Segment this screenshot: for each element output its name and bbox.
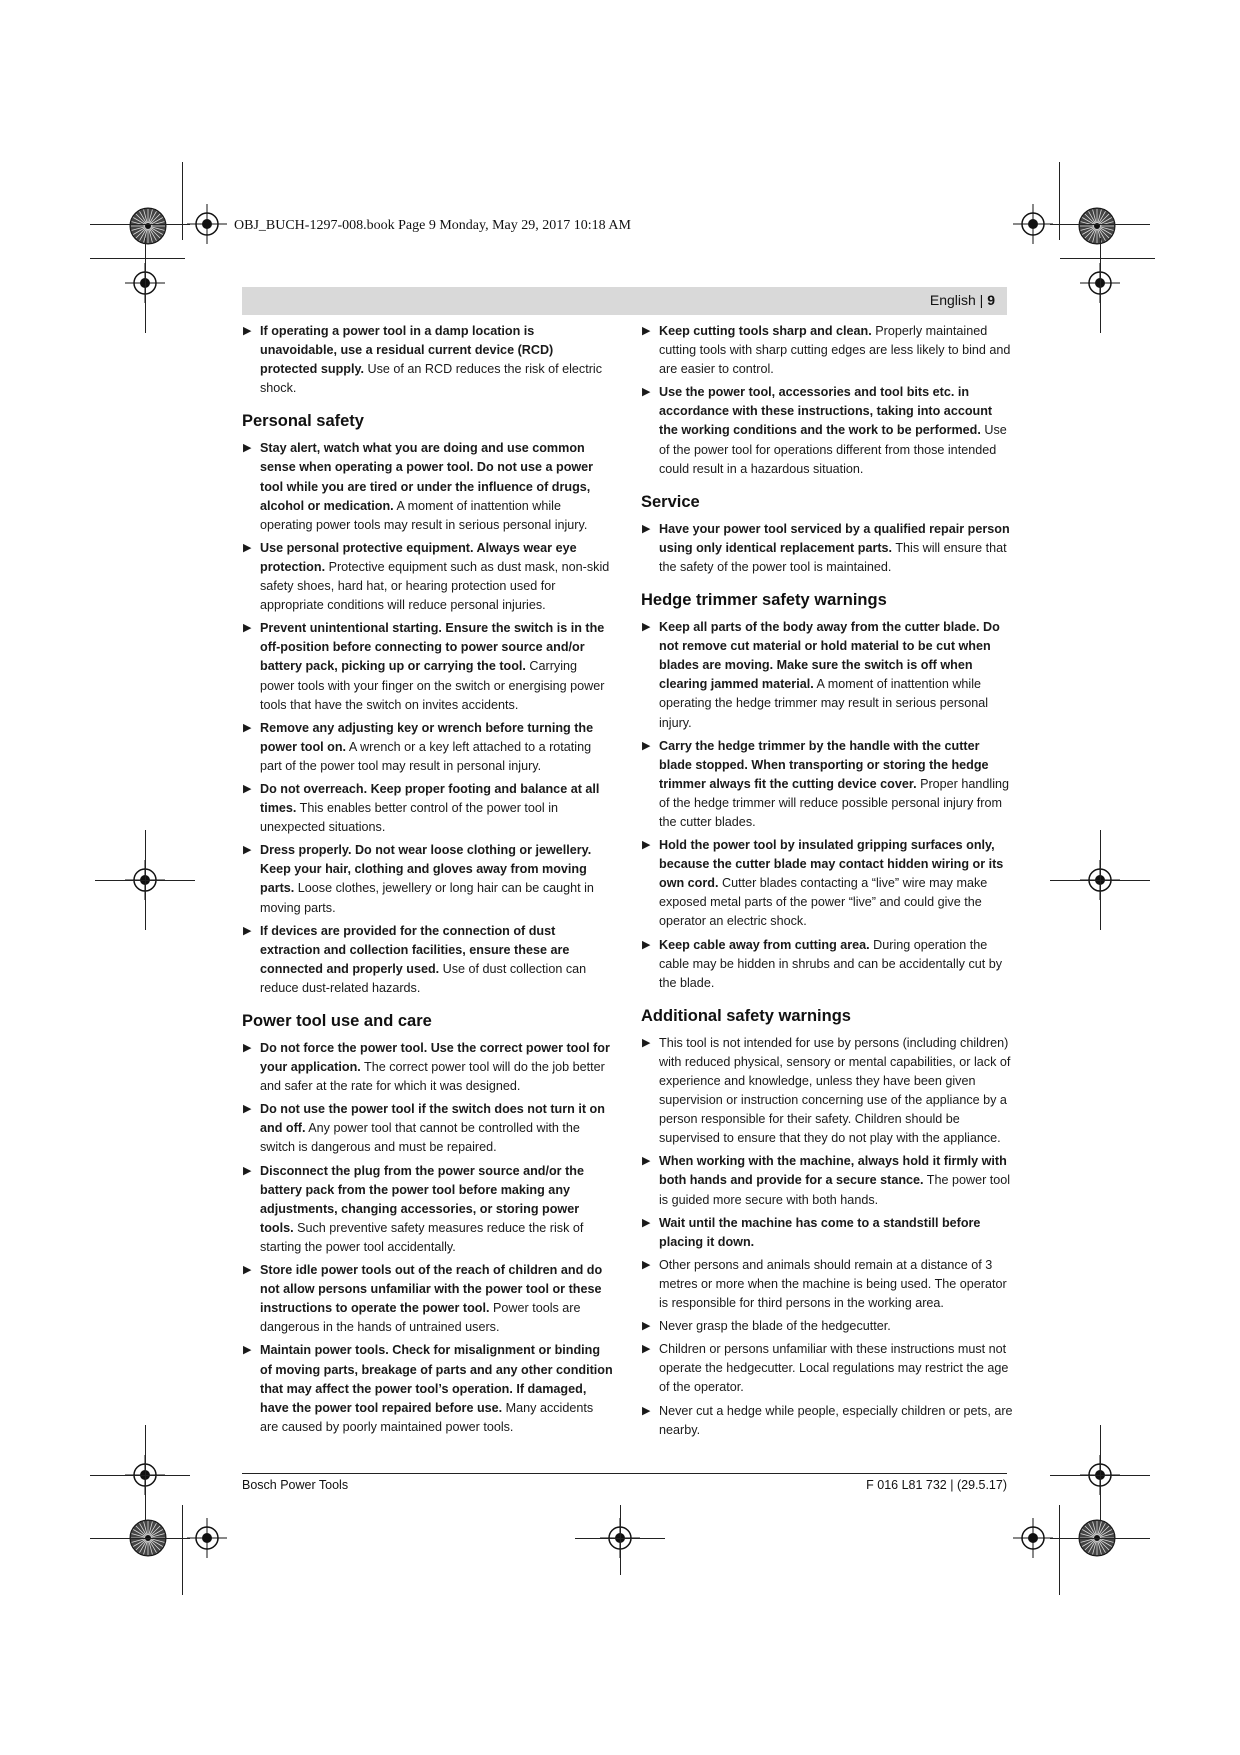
crop-line: [90, 1538, 190, 1539]
bullet-arrow-icon: ▶: [243, 1103, 252, 1116]
item-text: This tool is not intended for use by persons (including children) with reduced physical, sensory or mental capabilities, or lack of experience and knowledge, unless they have been given supervision or instruction concerning use of the appliance by a person responsible for their safety. Children should be supervised to ensure that they do not play with the appliance.: [659, 1035, 1011, 1146]
bullet-arrow-icon: ▶: [243, 721, 252, 734]
item-text: Never cut a hedge while people, especially children or pets, are nearby.: [659, 1403, 1013, 1437]
page-header-bar: [242, 287, 1007, 315]
list-item: [242, 322, 614, 398]
list-item: [242, 841, 614, 917]
footer-doc-number: F 016 L81 732 | (29.5.17): [866, 1478, 1007, 1492]
item-bold-text: If operating a power tool in a damp location is unavoidable, use a residual current device (RCD) protected supply.: [260, 324, 554, 377]
bullet-arrow-icon: ▶: [642, 1404, 651, 1417]
item-bold-text: Wait until the machine has come to a standstill before placing it down.: [659, 1215, 981, 1249]
item-bold-text: Remove any adjusting key or wrench before turning the power tool on.: [260, 720, 594, 754]
list-item: [641, 1340, 1013, 1397]
item-text: Such preventive safety measures reduce the risk of starting the power tool accidentally.: [260, 1220, 584, 1254]
item-bold-text: Prevent unintentional starting. Ensure the switch is in the off-position before connecting to power source and/or battery pack, picking up or carrying the tool.: [260, 621, 605, 674]
bullet-arrow-icon: ▶: [642, 1258, 651, 1271]
color-bar-star-icon: [129, 207, 167, 245]
bullet-arrow-icon: ▶: [243, 1042, 252, 1054]
list-item: [641, 1214, 1013, 1252]
right-column: [641, 322, 1013, 1444]
color-bar-star-icon: [1078, 207, 1116, 245]
item-bold-text: Keep all parts of the body away from the cutter blade. Do not remove cut material or hold material to be cut when blades are moving. Make sure the switch is off when clearing jammed material.: [659, 620, 1000, 692]
left-column: [242, 322, 614, 1441]
item-text: A wrench or a key left attached to a rotating part of the power tool may result in personal injury.: [260, 739, 592, 773]
list-item: [641, 936, 1013, 993]
item-bold-text: Maintain power tools. Check for misalignment or binding of moving parts, breakage of parts and any other condition that may affect the power tool’s operation. If damaged, have the power tool repaired before use.: [260, 1343, 613, 1415]
bullet-arrow-icon: ▶: [243, 622, 252, 635]
list-item: [641, 737, 1013, 832]
bullet-arrow-icon: ▶: [642, 938, 651, 951]
book-info-line: OBJ_BUCH-1297-008.book Page 9 Monday, May 29, 2017 10:18 AM: [234, 218, 631, 233]
footer-brand: Bosch Power Tools: [242, 1478, 349, 1492]
list-item: [242, 1162, 614, 1257]
crop-line: [1100, 238, 1101, 333]
bullet-arrow-icon: ▶: [642, 325, 651, 337]
crop-line: [620, 1505, 621, 1575]
list-item: [641, 383, 1013, 478]
registration-target-icon: [1013, 1518, 1053, 1558]
item-text: Use of the power tool for operations different from those intended could result in a hazardous situation.: [659, 423, 1007, 476]
list-item: [641, 1256, 1013, 1313]
registration-target-icon: [187, 204, 227, 244]
section-heading: Power tool use and care: [242, 1012, 432, 1030]
registration-target-icon: [187, 1518, 227, 1558]
list-item: [242, 780, 614, 837]
bullet-arrow-icon: ▶: [642, 1036, 651, 1049]
item-bold-text: Store idle power tools out of the reach of children and do not allow persons unfamiliar with the power tool or these instructions to operate the power tool.: [260, 1263, 603, 1316]
list-item: [242, 1100, 614, 1157]
item-text: The correct power tool will do the job better and safer at the rate for which it was designed.: [260, 1060, 605, 1094]
header-language: [930, 292, 995, 308]
bullet-arrow-icon: ▶: [642, 739, 651, 752]
crop-line: [1060, 258, 1155, 259]
list-item: [242, 539, 614, 615]
section-heading: Personal safety: [242, 412, 364, 431]
list-item: [242, 719, 614, 776]
item-text: A moment of inattention while operating power tools may result in serious personal injury.: [260, 498, 588, 532]
item-text: During operation the cable may be hidden in shrubs and can be accidentally cut by the blade.: [659, 937, 1003, 990]
item-bold-text: Stay alert, watch what you are doing and use common sense when operating a power tool. Do not use a power tool while you are tired or under the influence of drugs, alcohol or medication.: [260, 441, 594, 513]
bullet-arrow-icon: ▶: [243, 541, 252, 554]
item-bold-text: Dress properly. Do not wear loose clothing or jewellery. Keep your hair, clothing and gloves away from moving parts.: [260, 843, 592, 896]
item-bold-text: Do not overreach. Keep proper footing and balance at all times.: [260, 781, 600, 816]
crop-line: [145, 238, 146, 333]
bullet-arrow-icon: ▶: [243, 1264, 252, 1277]
item-text: Cutter blades contacting a “live” wire may make exposed metal parts of the power “live” and could give the operator an electric shock.: [659, 876, 988, 929]
list-item: [242, 439, 614, 534]
item-text: Use of an RCD reduces the risk of electric shock.: [260, 362, 603, 396]
bullet-arrow-icon: ▶: [642, 839, 651, 852]
item-text: This enables better control of the power tool in unexpected situations.: [260, 801, 558, 835]
crop-line: [90, 258, 185, 259]
item-text: Children or persons unfamiliar with these instructions must not operate the hedgecutter. Local regulations may restrict the age of the operator.: [659, 1342, 1009, 1395]
header-page-number: 9: [987, 292, 995, 308]
list-item: [242, 619, 614, 714]
list-item: [242, 1261, 614, 1337]
item-text: Other persons and animals should remain at a distance of 3 metres or more when the machine is being used. The operator is responsible for third persons in the working area.: [659, 1257, 1007, 1311]
bullet-arrow-icon: ▶: [642, 386, 651, 399]
item-bold-text: Do not use the power tool if the switch does not turn it on and off.: [260, 1102, 605, 1136]
crop-line: [1050, 1538, 1150, 1539]
header-separator: |: [975, 292, 988, 308]
bullet-arrow-icon: ▶: [243, 1164, 252, 1177]
crop-line: [1050, 1475, 1150, 1476]
item-text: Many accidents are caused by poorly maintained power tools.: [260, 1400, 594, 1434]
crop-line: [182, 162, 183, 240]
list-item: [641, 1402, 1013, 1440]
item-bold-text: Use personal protective equipment. Always wear eye protection.: [260, 540, 577, 574]
item-text: Any power tool that cannot be controlled with the switch is dangerous and must be repaired.: [260, 1121, 580, 1155]
crop-line: [90, 1475, 190, 1476]
section-heading: Hedge trimmer safety warnings: [641, 591, 887, 610]
crop-line: [1059, 162, 1060, 240]
item-bold-text: Carry the hedge trimmer by the handle with the cutter blade stopped. When transporting or storing the hedge trimmer always fit the cutting device cover.: [659, 738, 989, 791]
list-item: [641, 322, 1013, 379]
item-text: Power tools are dangerous in the hands of untrained users.: [260, 1301, 581, 1335]
bullet-arrow-icon: ▶: [243, 1344, 252, 1357]
item-bold-text: Have your power tool serviced by a qualified repair person using only identical replacement parts.: [659, 521, 1010, 555]
item-text: The power tool is guided more secure with both hands.: [659, 1173, 1011, 1207]
item-text: A moment of inattention while operating the hedge trimmer may result in serious personal injury.: [659, 677, 988, 730]
crop-line: [1059, 1505, 1060, 1595]
crop-line: [182, 1505, 183, 1595]
item-text: Properly maintained cutting tools with sharp cutting edges are less likely to bind and are easier to control.: [659, 324, 1011, 377]
bullet-arrow-icon: ▶: [642, 1343, 651, 1356]
item-bold-text: Disconnect the plug from the power source and/or the battery pack from the power tool before making any adjustments, changing accessories, or storing power tools.: [260, 1163, 584, 1235]
list-item: [641, 520, 1013, 577]
item-bold-text: Keep cable away from cutting area.: [659, 937, 870, 952]
item-text: Use of dust collection can reduce dust-related hazards.: [260, 961, 587, 995]
item-text: Protective equipment such as dust mask, non-skid safety shoes, hard hat, or hearing protection used for appropriate conditions will reduce personal injuries.: [260, 559, 610, 613]
bullet-arrow-icon: ▶: [642, 1155, 651, 1168]
item-text: Never grasp the blade of the hedgecutter.: [659, 1319, 891, 1334]
section-heading: Service: [641, 492, 700, 511]
item-bold-text: Keep cutting tools sharp and clean.: [659, 324, 872, 338]
bullet-arrow-icon: ▶: [243, 325, 252, 337]
bullet-arrow-icon: ▶: [642, 1320, 651, 1333]
crop-line: [90, 224, 190, 225]
item-bold-text: When working with the machine, always hold it firmly with both hands and provide for a secure stance.: [659, 1154, 1007, 1188]
list-item: [641, 618, 1013, 733]
item-bold-text: Do not force the power tool. Use the correct power tool for your application.: [260, 1041, 610, 1075]
bullet-arrow-icon: ▶: [642, 522, 651, 535]
list-item: [641, 1317, 1013, 1336]
item-text: This will ensure that the safety of the power tool is maintained.: [659, 540, 1007, 574]
bullet-arrow-icon: ▶: [642, 621, 651, 634]
item-bold-text: Hold the power tool by insulated gripping surfaces only, because the cutter blade may contact hidden wiring or its own cord.: [659, 838, 1004, 891]
bullet-arrow-icon: ▶: [243, 782, 252, 795]
bullet-arrow-icon: ▶: [243, 442, 252, 455]
list-item: [242, 922, 614, 998]
section-heading: Additional safety warnings: [641, 1006, 851, 1025]
list-item: [242, 1039, 614, 1096]
bullet-arrow-icon: ▶: [243, 924, 252, 937]
crop-line: [95, 880, 195, 881]
item-text: Proper handling of the hedge trimmer will reduce possible personal injury from the cutter blades.: [659, 776, 1009, 829]
list-item: [641, 836, 1013, 931]
crop-line: [1050, 880, 1150, 881]
registration-target-icon: [1013, 204, 1053, 244]
footer-divider: [242, 1473, 1007, 1474]
item-bold-text: If devices are provided for the connection of dust extraction and collection facilities, ensure these are connected and properly used.: [260, 923, 570, 976]
list-item: [641, 1152, 1013, 1209]
crop-line: [1050, 224, 1150, 225]
item-text: Loose clothes, jewellery or long hair can be caught in moving parts.: [260, 881, 594, 915]
bullet-arrow-icon: ▶: [243, 844, 252, 857]
list-item: [242, 1341, 614, 1436]
item-text: Carrying power tools with your finger on the switch or energising power tools that have the switch on invites accidents.: [260, 659, 605, 712]
list-item: [641, 1034, 1013, 1149]
bullet-arrow-icon: ▶: [642, 1216, 651, 1229]
header-language-label: English: [929, 292, 976, 308]
item-bold-text: Use the power tool, accessories and tool bits etc. in accordance with these instructions, taking into account the working conditions and the work to be performed.: [659, 385, 993, 438]
